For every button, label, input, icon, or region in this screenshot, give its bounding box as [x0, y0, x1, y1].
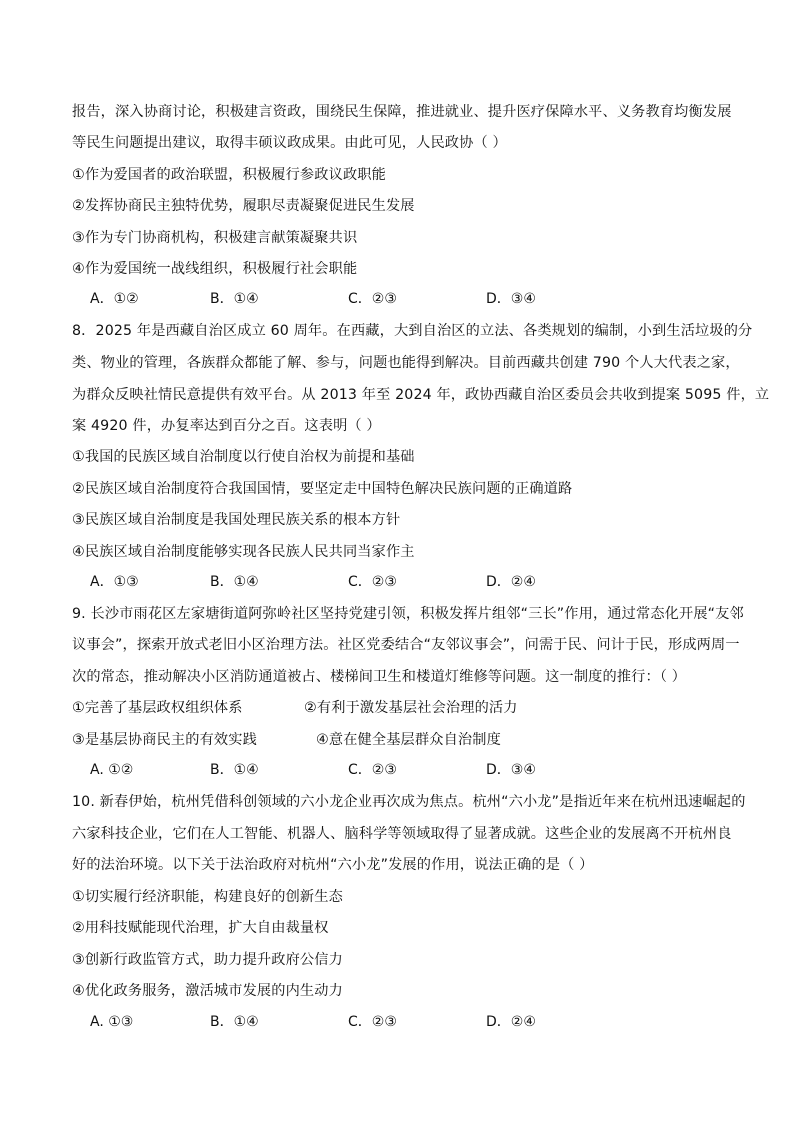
q8-option-a[interactable]: A．①③ — [90, 574, 139, 590]
q7-option-c[interactable]: C．②③ — [348, 291, 397, 307]
q9-stem-line-1: 9. 长沙市雨花区左家塘街道阿弥岭社区坚持党建引领，积极发挥片组邻“三长”作用，通过常态化开展“友邻 — [72, 606, 744, 622]
q10-stem-line-1: 10. 新春伊始，杭州凭借科创领域的六小龙企业再次成为焦点。杭州“六小龙”是指近年来在杭州迅速崛起的 — [72, 794, 746, 810]
q8-statement-1: ①我国的民族区域自治制度以行使自治权为前提和基础 — [72, 449, 415, 465]
q9-stem-line-3: 次的常态，推动解决小区消防通道被占、楼梯间卫生和楼道灯维修等问题。这一制度的推行：（ ） — [72, 669, 687, 685]
q9-statement-2: ②有利于激发基层社会治理的活力 — [304, 700, 518, 716]
q10-stem-line-3: 好的法治环境。以下关于法治政府对杭州“六小龙”发展的作用，说法正确的是（ ） — [72, 857, 594, 873]
q9-option-b[interactable]: B．①④ — [210, 762, 259, 778]
q10-option-b[interactable]: B．①④ — [210, 1014, 259, 1030]
q7-option-d[interactable]: D．③④ — [486, 291, 536, 307]
q7-statement-3: ③作为专门协商机构，积极建言献策凝聚共识 — [72, 230, 358, 246]
q8-statement-2: ②民族区域自治制度符合我国国情，要坚定走中国特色解决民族问题的正确道路 — [72, 481, 573, 497]
q9-option-a[interactable]: A. ①② — [90, 762, 134, 778]
q10-stem-line-2: 六家科技企业，它们在人工智能、机器人、脑科学等领域取得了显著成就。这些企业的发展离不开杭州良 — [72, 826, 732, 842]
q10-statement-2: ②用科技赋能现代治理，扩大自由裁量权 — [72, 920, 329, 936]
q10-option-c[interactable]: C．②③ — [348, 1014, 397, 1030]
q10-option-a[interactable]: A. ①③ — [90, 1014, 134, 1030]
q10-options — [90, 1012, 730, 1032]
q7-option-b[interactable]: B．①④ — [210, 291, 259, 307]
q8-statement-4: ④民族区域自治制度能够实现各民族人民共同当家作主 — [72, 544, 415, 560]
q8-option-d[interactable]: D．②④ — [486, 574, 536, 590]
q9-stem-line-2: 议事会”，探索开放式老旧小区治理方法。社区党委结合“友邻议事会”，问需于民、问计于民，形成两周一 — [72, 637, 740, 653]
q9-statement-1: ①完善了基层政权组织体系 — [72, 700, 243, 716]
q7-options — [90, 289, 730, 309]
q9-option-c[interactable]: C．②③ — [348, 762, 397, 778]
q9-option-d[interactable]: D．③④ — [486, 762, 536, 778]
q8-options — [90, 572, 730, 592]
q10-statement-3: ③创新行政监管方式，助力提升政府公信力 — [72, 952, 343, 968]
q10-statement-1: ①切实履行经济职能，构建良好的创新生态 — [72, 889, 343, 905]
q8-stem-line-2: 类、物业的管理，各族群众都能了解、参与，问题也能得到解决。目前西藏共创建 790 个人大代表之家， — [72, 355, 740, 371]
q8-stem-line-4: 案 4920 件，办复率达到百分之百。这表明（ ） — [72, 418, 381, 434]
q10-statement-4: ④优化政务服务，激活城市发展的内生动力 — [72, 983, 343, 999]
q7-option-a[interactable]: A．①② — [90, 291, 139, 307]
q7-stem-line-2: 等民生问题提出建议，取得丰硕议政成果。由此可见，人民政协（ ） — [72, 135, 507, 151]
q8-option-b[interactable]: B．①④ — [210, 574, 259, 590]
q7-statement-1: ①作为爱国者的政治联盟，积极履行参政议政职能 — [72, 167, 386, 183]
q9-statement-3: ③是基层协商民主的有效实践 — [72, 732, 257, 748]
q10-option-d[interactable]: D．②④ — [486, 1014, 536, 1030]
q9-statements-row-1 — [72, 698, 732, 718]
q7-statement-2: ②发挥协商民主独特优势，履职尽责凝聚促进民生发展 — [72, 198, 415, 214]
q9-statement-4: ④意在健全基层群众自治制度 — [316, 732, 501, 748]
q8-option-c[interactable]: C．②③ — [348, 574, 397, 590]
q7-stem-line-1: 报告，深入协商讨论，积极建言资政，围绕民生保障，推进就业、提升医疗保障水平、义务教育均衡发展 — [72, 104, 732, 120]
q7-statement-4: ④作为爱国统一战线组织，积极履行社会职能 — [72, 261, 358, 277]
q8-statement-3: ③民族区域自治制度是我国处理民族关系的根本方针 — [72, 512, 401, 528]
q8-stem-line-1: 8．2025 年是西藏自治区成立 60 周年。在西藏，大到自治区的立法、各类规划的编制，小到生活垃圾的分 — [72, 323, 753, 339]
q9-statements-row-2 — [72, 730, 732, 750]
q9-options — [90, 760, 730, 780]
q8-stem-line-3: 为群众反映社情民意提供有效平台。从 2013 年至 2024 年，政协西藏自治区委员会共收到提案 5095 件，立 — [72, 387, 770, 403]
